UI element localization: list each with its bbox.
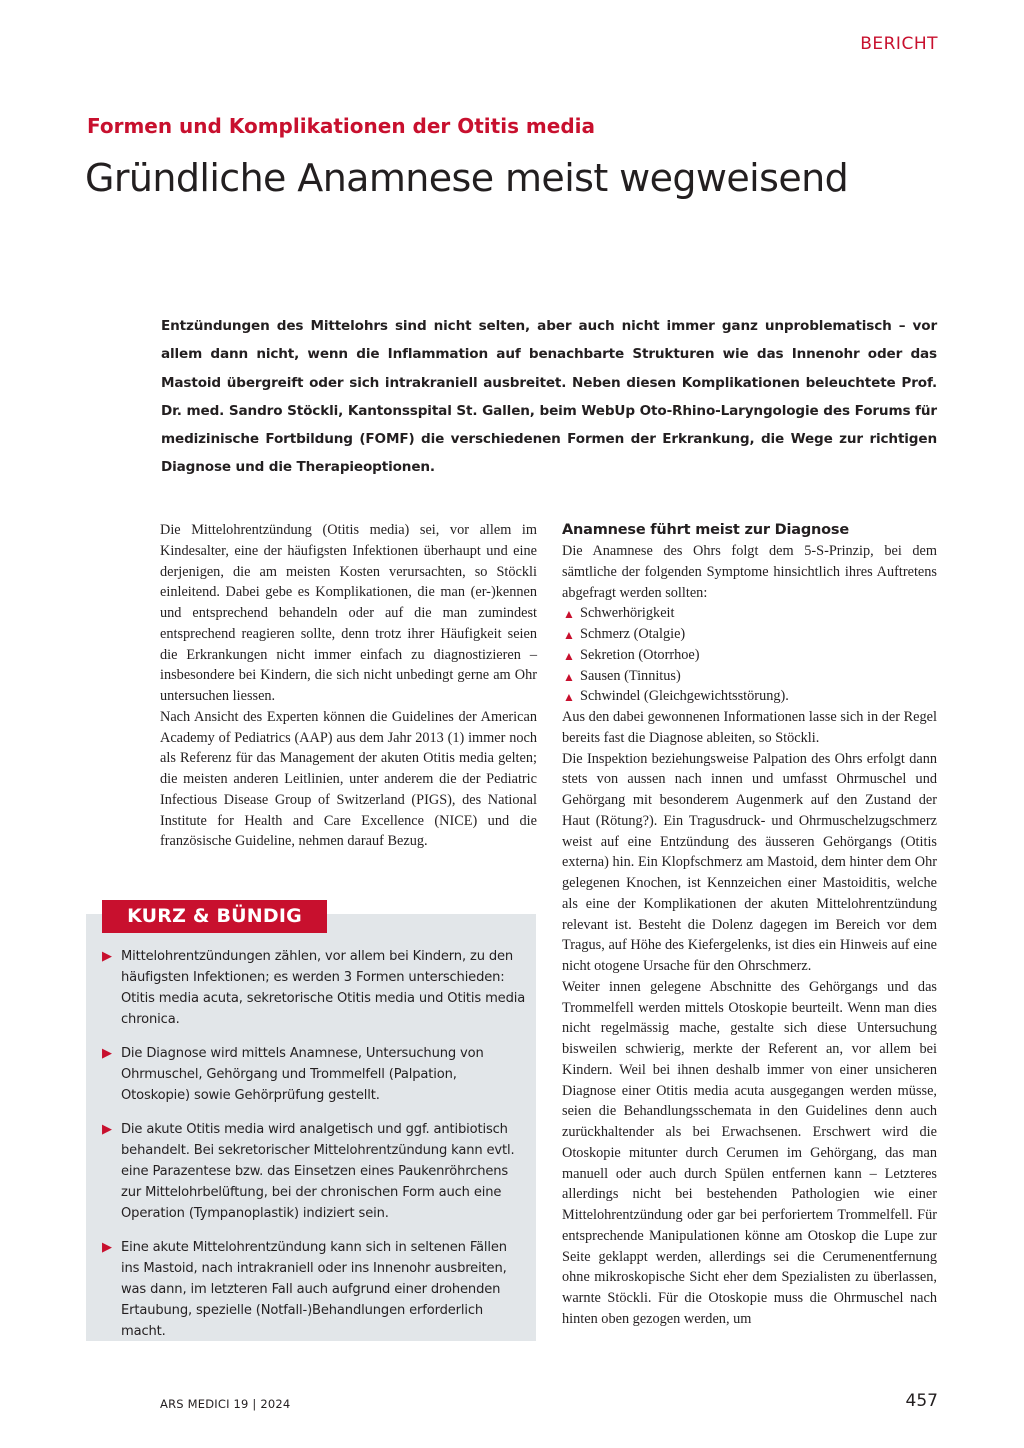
symptom-item <box>562 645 937 666</box>
symptom-item <box>562 686 937 707</box>
body-paragraph: Nach Ansicht des Experten können die Guidelines der American Academy of Pediatrics (AAP) aus dem Jahr 2013 (1) immer noch als Referenz für das Management der akuten Otitis media gelten; die meisten anderen Leitlinien, unter anderem die der Pediatric Infectious Disease Group of Switzerland (PIGS), des National Institute for Health and Care Excellence (NICE) und die französische Guideline, nehmen darauf Bezug. <box>160 708 537 850</box>
summary-item-text: Mittelohrentzündungen zählen, vor allem bei Kindern, zu den häufigsten Infektionen; es werden 3 Formen unterschieden: Otitis media acuta, sekretorische Otitis media und Otitis media chronica. <box>121 949 526 1027</box>
red-up-triangle-icon: ▲ <box>563 669 575 684</box>
summary-item-text: Die akute Otitis media wird analgetisch und ggf. antibiotisch behandelt. Bei sekretorischer Mittelohrentzündung kann evtl. eine Parazentese bzw. das Einsetzen eines Paukenröhrchens zur Mittelohrbelüftung, bei der chronischen Form auch eine Operation (Tympanoplastik) indiziert sein. <box>121 1122 515 1221</box>
red-right-triangle-icon: ▶ <box>102 1240 112 1255</box>
symptom-text: Schwindel (Gleichgewichtsstörung). <box>580 688 789 705</box>
summary-list <box>102 946 528 1355</box>
summary-item-text: Die Diagnose wird mittels Anamnese, Untersuchung von Ohrmuschel, Gehörgang und Trommelfell (Palpation, Otoskopie) sowie Gehörprüfung gestellt. <box>121 1046 484 1103</box>
red-right-triangle-icon: ▶ <box>102 1046 112 1061</box>
body-paragraph: Weiter innen gelegene Abschnitte des Gehörgangs und das Trommelfell werden mittels Otoskopie beurteilt. Wenn man dies nicht regelmässig mache, gestalte sich diese Untersuchung bisweilen schwierig, merkte der Referent an, vor allem bei Kindern. Weil bei ihnen deshalb immer von einer unsicheren Diagnose einer Otitis media acuta ausgegangen werden müsse, seien die Behandlungsschemata in den Guidelines denn auch zurückhaltender als bei Erwachsenen. Erschwert wird die Otoskopie mitunter durch Cerumen im Gehörgang, das man manuell oder auch durch Spülen entfernen kann – Letzteres allerdings nicht bei bestehenden Pathologien wie einer Mittelohrentzündung oder gar bei perforiertem Trommelfell. Für entsprechende Manipulationen könne am Otoskop die Lupe zur Seite geklappt werden, allerdings sei die Cerumenentfernung ohne mikroskopische Sicht eher dem Spezialisten zu überlassen, warnte Stöckli. Für die Otoskopie muss die Ohrmuschel nach hinten oben gezogen werden, um <box>562 978 937 1327</box>
summary-item <box>102 1237 528 1342</box>
journal-issue: ARS MEDICI 19 | 2024 <box>160 1397 291 1411</box>
right-text-column <box>562 520 937 1330</box>
page-number: 457 <box>905 1391 938 1411</box>
section-heading: Anamnese führt meist zur Diagnose <box>562 522 849 538</box>
red-up-triangle-icon: ▲ <box>563 690 575 705</box>
article-lead: Entzündungen des Mittelohrs sind nicht selten, aber auch nicht immer ganz unproblematisch – vor allem dann nicht, wenn die Inflammation auf benachbarte Strukturen wie das Innenohr oder das Mastoid übergreift oder sich intrakraniell ausbreitet. Neben diesen Komplikationen beleuchtete Prof. Dr. med. Sandro Stöckli, Kantonsspital St. Gallen, beim WebUp Oto-Rhino-Laryngologie des Forums für medizinische Fortbildung (FOMF) die verschiedenen Formen der Erkrankung, die Wege zur richtigen Diagnose und die Therapieoptionen. <box>161 318 937 476</box>
red-up-triangle-icon: ▲ <box>563 628 575 642</box>
symptom-item <box>562 666 937 687</box>
summary-item <box>102 946 528 1030</box>
body-paragraph: Aus den dabei gewonnenen Informationen lasse sich in der Regel bereits fast die Diagnose ableiten, so Stöckli. <box>562 709 937 746</box>
article-kicker: Formen und Komplikationen der Otitis media <box>87 114 596 138</box>
summary-item <box>102 1119 528 1224</box>
symptom-text: Sausen (Tinnitus) <box>580 667 681 684</box>
section-rubric: BERICHT <box>860 34 938 54</box>
summary-item <box>102 1043 528 1106</box>
symptom-item <box>562 603 937 624</box>
body-paragraph: Die Anamnese des Ohrs folgt dem 5-S-Prinzip, bei dem sämtliche der folgenden Symptome hinsichtlich ihres Auftretens abgefragt werden sollten: <box>562 543 937 601</box>
symptom-text: Schwerhörigkeit <box>580 605 675 622</box>
summary-box-title: KURZ & BÜNDIG <box>102 900 327 933</box>
symptom-text: Sekretion (Otorrhoe) <box>580 646 700 663</box>
red-right-triangle-icon: ▶ <box>102 1122 112 1137</box>
body-paragraph: Die Inspektion beziehungsweise Palpation des Ohrs erfolgt dann stets von aussen nach innen und umfasst Ohrmuschel und Gehörgang mit besonderem Augenmerk auf den Zustand der Haut (Rötung?). Ein Tragusdruck- und Ohrmuschelzugschmerz weist auf eine Entzündung des äusseren Gehörgangs (Otitis externa) hin. Ein Klopfschmerz am Mastoid, dem hinter dem Ohr gelegenen Knochen, ist Kennzeichen einer Mastoiditis, welche als eine der Komplikationen der akuten Mittelohrentzündung relevant ist. Besteht die Dolenz dagegen im Bereich vor dem Tragus, auf Höhe des Kiefergelenks, ist dies ein Hinweis auf eine nicht otogene Ursache für den Ohrschmerz. <box>562 750 937 974</box>
red-right-triangle-icon: ▶ <box>102 949 112 964</box>
symptom-list <box>562 603 937 707</box>
article-headline: Gründliche Anamnese meist wegweisend <box>85 156 849 200</box>
red-up-triangle-icon: ▲ <box>563 607 575 622</box>
left-text-column <box>160 520 537 852</box>
symptom-text: Schmerz (Otalgie) <box>580 626 686 642</box>
symptom-item <box>562 624 937 645</box>
red-up-triangle-icon: ▲ <box>563 648 575 663</box>
summary-item-text: Eine akute Mittelohrentzündung kann sich in seltenen Fällen ins Mastoid, nach intrakraniell oder ins Innenohr ausbreiten, was dann, im letzteren Fall auch aufgrund einer drohenden Ertaubung, spezielle (Notfall-)Behandlungen erforderlich macht. <box>121 1240 507 1339</box>
body-paragraph: Die Mittelohrentzündung (Otitis media) sei, vor allem im Kindesalter, eine der häufigsten Infektionen überhaupt und eine derjenigen, die am meisten Kosten verursachten, so Stöckli einleitend. Dabei gebe es Komplikationen, die man (er-)kennen und entsprechend behandeln oder auf die man zumindest entsprechend reagieren sollte, denn trotz ihrer Häufigkeit seien die Erkrankungen nicht immer einfach zu diagnostizieren – insbesondere bei Kindern, die sich nicht unbedingt gerne am Ohr untersuchen liessen. <box>160 522 537 704</box>
